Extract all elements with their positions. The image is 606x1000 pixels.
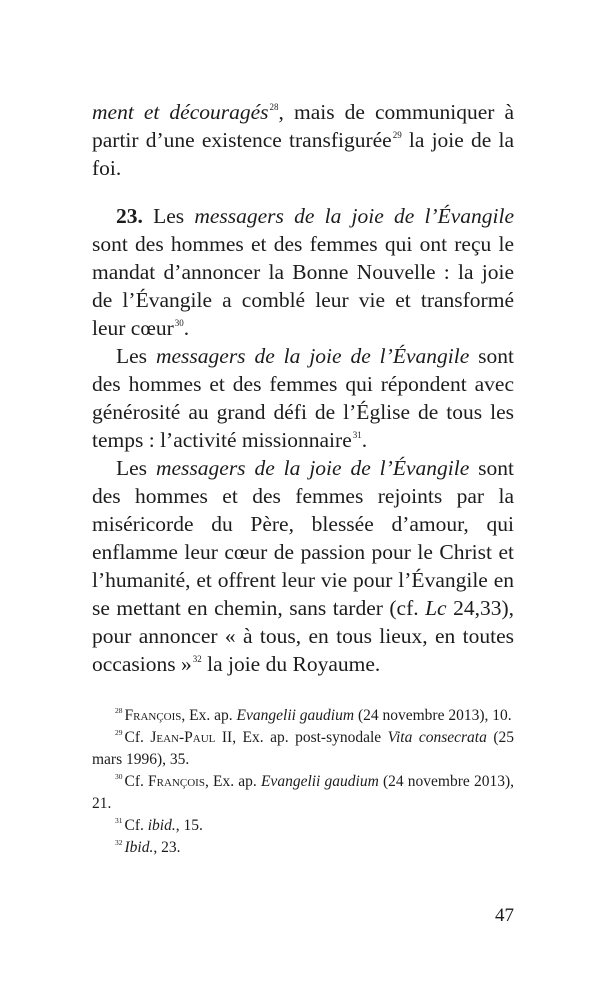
footnote-title: Vita consecrata: [387, 729, 487, 746]
footnote-number: 30: [115, 772, 123, 781]
paragraph-text: Les: [116, 344, 156, 368]
footnote-text: Cf.: [124, 729, 151, 746]
footnote-number: 31: [115, 816, 123, 825]
italic-phrase: Lc: [425, 596, 447, 620]
footnote-author: François: [124, 707, 182, 724]
footnote-text: (24 novembre 2013), 10.: [354, 707, 512, 724]
paragraph-text: 24,33), pour annoncer « à tous, en tous lieux, en toutes occasions »: [92, 596, 514, 676]
section-number: 23.: [116, 204, 143, 228]
italic-phrase: messagers de la joie de l’Évangile: [155, 344, 470, 368]
footnote-text: (25 mars 1996), 35.: [92, 729, 514, 768]
footnote-32: [92, 837, 514, 859]
footnote-ref: 28: [269, 102, 279, 112]
paragraph-text: .: [183, 316, 190, 340]
footnote-text: (24 novembre 2013), 21.: [92, 773, 514, 812]
section-23-paragraph-3: [92, 454, 514, 678]
paragraph-text: Les: [142, 204, 195, 228]
footnote-title: Ibid.: [124, 839, 154, 856]
footnote-author: Jean-Paul: [150, 729, 216, 746]
footnote-author: François: [148, 773, 205, 790]
italic-phrase: messagers de la joie de l’Évangile: [194, 204, 514, 228]
italic-phrase: messagers de la joie de l’Évangile: [155, 456, 470, 480]
paragraph-text: sont des hommes et des femmes qui répondent avec générosité au grand défi de l’Église de tous les temps : l’activité missionnaire: [92, 344, 514, 452]
footnote-ref: 29: [392, 130, 402, 140]
paragraph-text: la joie de la foi.: [92, 128, 514, 180]
footnote-text: Cf.: [124, 817, 148, 834]
footnote-text: II, Ex. ap. post-synodale: [215, 729, 388, 746]
footnote-text: , 15.: [175, 817, 203, 834]
italic-phrase: ment et découragés: [92, 100, 269, 124]
footnote-title: Evangelii gaudium: [260, 773, 379, 790]
footnotes: [92, 705, 514, 859]
footnote-number: 32: [115, 838, 123, 847]
section-23-paragraph-2: [92, 342, 514, 454]
footnote-28: [92, 705, 514, 727]
paragraph-text: la joie du Royaume.: [201, 652, 381, 676]
opening-paragraph: [92, 98, 514, 182]
page-number: 47: [495, 905, 514, 926]
footnote-ref: 32: [192, 654, 202, 664]
main-text: [92, 98, 514, 678]
footnote-text: Cf.: [124, 773, 149, 790]
paragraph-text: .: [361, 428, 368, 452]
footnote-title: Evangelii gaudium: [236, 707, 355, 724]
paragraph-text: , mais de communiquer à partir d’une existence transfigurée: [92, 100, 515, 152]
footnote-text: , 23.: [153, 839, 181, 856]
footnote-number: 28: [115, 706, 123, 715]
paragraph-text: sont des hommes et des femmes qui ont reçu le mandat d’annoncer la Bonne Nouvelle : la joie de l’Évangile a comblé leur vie et transformé leur cœur: [92, 232, 514, 340]
section-23-paragraph-1: [92, 202, 514, 342]
footnote-number: 29: [115, 728, 123, 737]
footnote-31: [92, 815, 514, 837]
footnote-ref: 30: [174, 318, 184, 328]
footnote-text: , Ex. ap.: [204, 773, 261, 790]
footnote-title: ibid.: [147, 817, 176, 834]
footnote-ref: 31: [352, 430, 362, 440]
paragraph-text: Les: [116, 456, 156, 480]
footnote-29: [92, 727, 514, 771]
footnote-30: [92, 771, 514, 815]
footnote-text: , Ex. ap.: [181, 707, 237, 724]
paragraph-text: sont des hommes et des femmes rejoints par la miséricorde du Père, blessée d’amour, qui enflamme leur cœur de passion pour le Christ et l’humanité, et offrent leur vie pour l’Évangile en se mettant en chemin, sans tarder (cf.: [92, 456, 514, 620]
